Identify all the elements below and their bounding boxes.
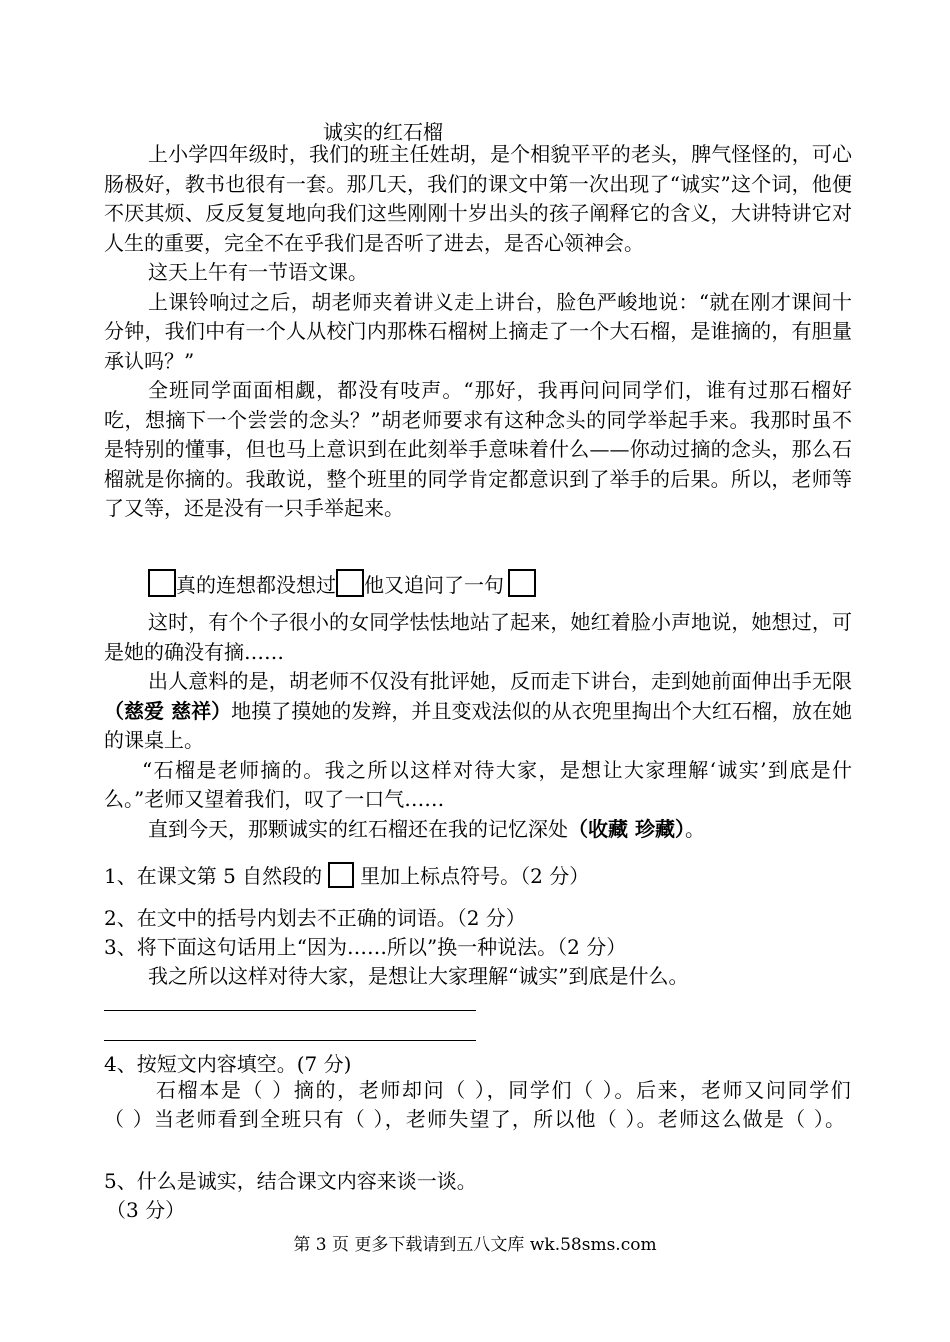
paragraph-3: 上课铃响过之后，胡老师夹着讲义走上讲台，脸色严峻地说：“就在刚才课间十分钟，我们中有一个人从校门内那株石榴树上摘走了一个大石榴，是谁摘的，有胆量承认吗？” [104, 289, 852, 373]
answer-line-2[interactable] [104, 1040, 476, 1041]
paragraph-8 [104, 815, 852, 845]
box-line-text-1: 真的连想都没想过 [176, 572, 336, 597]
question-1-text-b: 里加上标点符号。（2 分） [360, 864, 590, 888]
box-line-text-2: 他又追问了一句 [364, 572, 504, 597]
paragraph-6 [104, 667, 852, 756]
question-4-fill-in [104, 1076, 852, 1134]
paragraph-8-text-a: 直到今天，那颗诚实的红石榴还在我的记忆深处 [148, 816, 568, 841]
paragraph-4: 全班同学面面相觑，都没有吱声。“那好，我再问问同学们，谁有过那石榴好吃，想摘下一个尝尝的念头？”胡老师要求有这种念头的同学举起手来。我那时虽不是特别的懂事，但也马上意识到在此刻举手意味着什么——你动过摘的念头，那么石榴就是你摘的。我敢说，整个班里的同学肯定都意识到了举手的后果。所以，老师等了又等，还是没有一只手举起来。 [104, 378, 852, 520]
paragraph-2: 这天上午有一节语文课。 [148, 260, 368, 284]
question-1-text-a: 1、在课文第 5 自然段的 [104, 864, 323, 888]
punctuation-box-line [148, 566, 536, 600]
question-4: 4、按短文内容填空。(7 分) [104, 1052, 352, 1076]
paragraph-5: 这时，有个个子很小的女同学怯怯地站了起来，她红着脸小声地说，她想过，可是她的确没有摘…… [104, 610, 852, 664]
question-2: 2、在文中的括号内划去不正确的词语。（2 分） [104, 906, 526, 930]
question-5-score: （3 分） [106, 1198, 186, 1222]
question-1-box [328, 862, 354, 888]
paragraph-6-text-a: 出人意料的是，胡老师不仅没有批评她，反而走下讲台，走到她前面伸出手无限 [148, 669, 852, 693]
question-5: 5、什么是诚实，结合课文内容来谈一谈。 [104, 1169, 477, 1193]
punctuation-box-2[interactable] [336, 569, 364, 597]
question-1 [104, 860, 589, 889]
article-body [104, 140, 852, 524]
paragraph-7: “石榴是老师摘的。我之所以这样对待大家，是想让大家理解‘诚实’到底是什么。”老师又望着我们，叹了一口气…… [104, 757, 852, 811]
paragraph-1: 上小学四年级时，我们的班主任姓胡，是个相貌平平的老头，脾气怪怪的，可心肠极好，教书也很有一套。那几天，我们的课文中第一次出现了“诚实”这个词，他便不厌其烦、反反复复地向我们这些刚刚十岁出头的孩子阐释它的含义，大讲特讲它对人生的重要，完全不在乎我们是否听了进去，是否心领神会。 [104, 142, 852, 255]
question-3-sentence: 我之所以这样对待大家，是想让大家理解“诚实”到底是什么。 [148, 964, 689, 988]
punctuation-box-1[interactable] [148, 569, 176, 597]
page-footer: 第 3 页 更多下载请到五八文库 wk.58sms.com [293, 1235, 657, 1255]
question-3: 3、将下面这句话用上“因为……所以”换一种说法。（2 分） [104, 935, 627, 959]
article-title: 诚实的红石榴 [323, 120, 443, 144]
punctuation-box-3[interactable] [508, 569, 536, 597]
word-choice-1: （慈爱 慈祥） [104, 698, 232, 723]
paragraph-8-text-b: 。 [684, 816, 705, 841]
question-4-fill-text: 石榴本是（ ）摘的，老师却问（ ），同学们（ ）。后来，老师又问同学们（ ）当老师看到全班只有（ ），老师失望了，所以他（ ）。老师这么做是（ ）。 [104, 1078, 852, 1131]
paragraph-6-text-b: 地摸了摸她的发辫，并且变戏法似的从衣兜里掏出个大红石榴，放在她的课桌上。 [104, 698, 853, 752]
answer-line-1[interactable] [104, 1010, 476, 1011]
article-body-continued [104, 608, 852, 844]
word-choice-2: （收藏 珍藏） [568, 816, 685, 841]
